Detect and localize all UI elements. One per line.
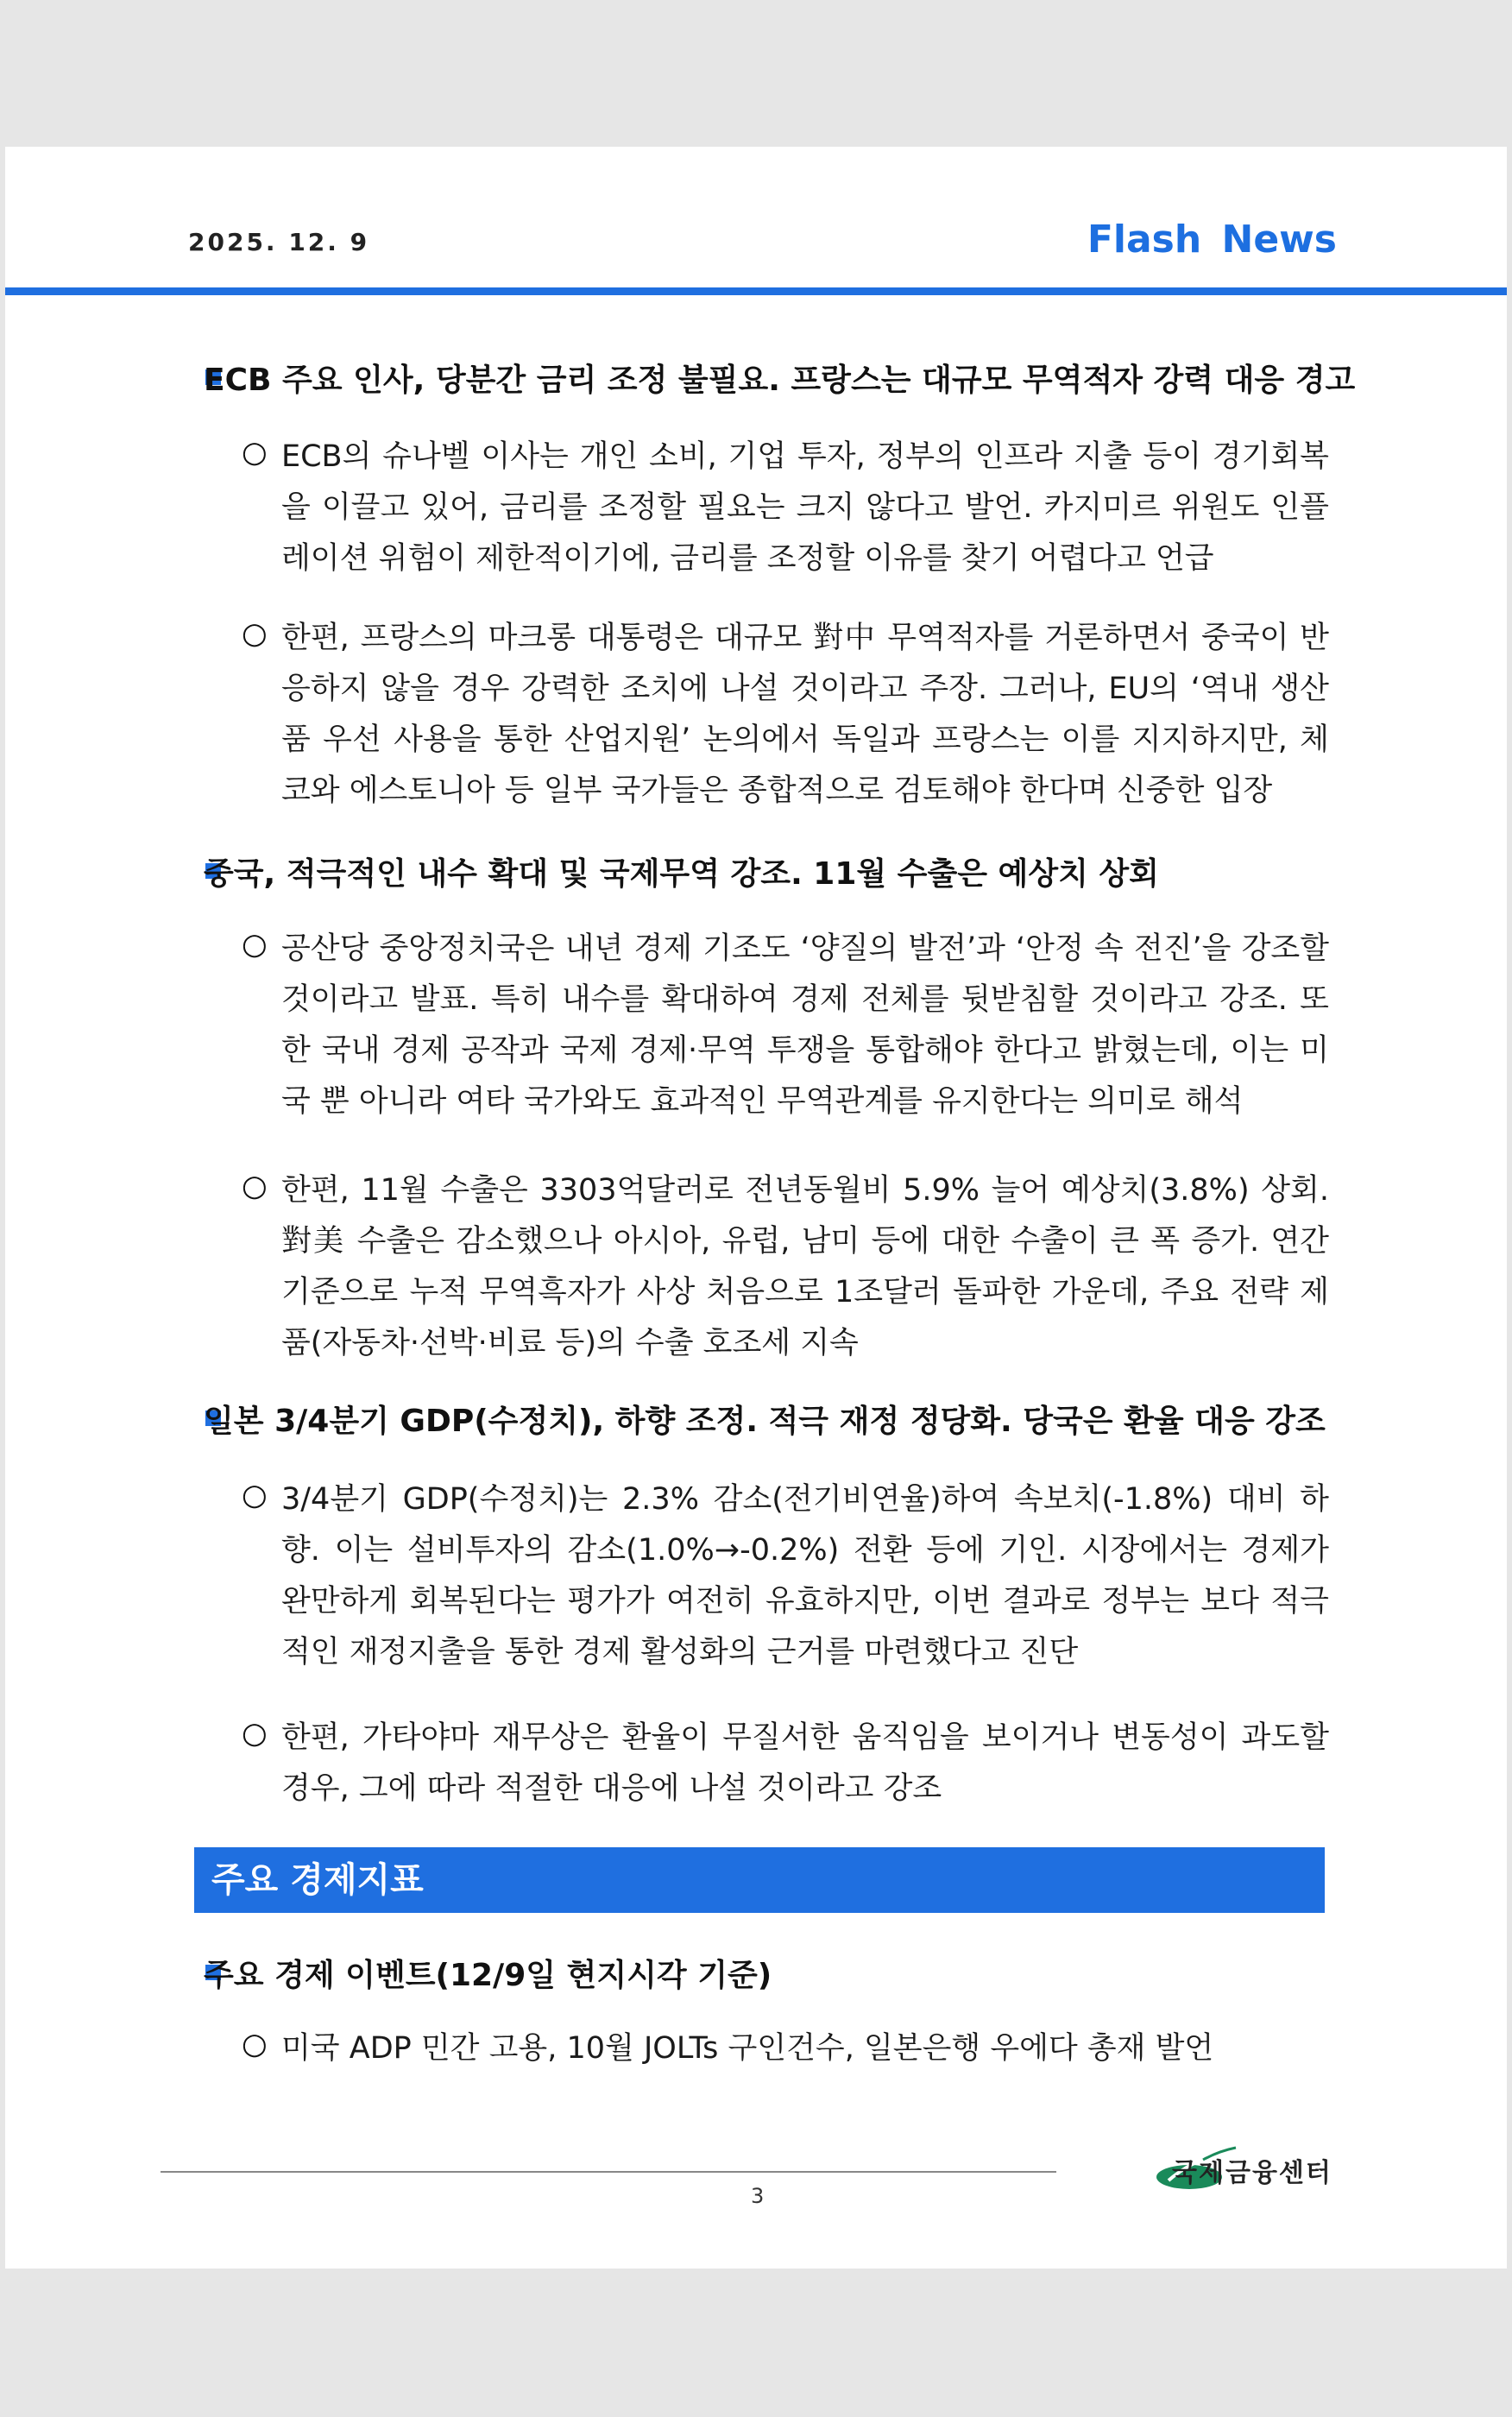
circle-bullet-icon: ○	[242, 1478, 268, 1512]
report-date: 2025. 12. 9	[188, 228, 370, 256]
bullet-china-1: 공산당 중앙정치국은 내년 경제 기조도 ‘양질의 발전’과 ‘안정 속 전진’을 강조할 것이라고 발표. 특히 내수를 확대하여 경제 전체를 뒷받침할 것이라고 강조. 또한 국내 경제 공작과 국제 경제·무역 투쟁을 통합해야 한다고 밝혔는데, 이는 미국 뿐 아니라 여타 국가와도 효과적인 무역관계를 유지한다는 의미로 해석	[281, 931, 1329, 1119]
event-item: 미국 ADP 민간 고용, 10월 JOLTs 구인건수, 일본은행 우에다 총재 발언	[281, 2031, 1214, 2066]
circle-bullet-icon: ○	[242, 927, 268, 962]
header-rule	[5, 287, 1507, 295]
section-heading-ecb: ECB 주요 인사, 당분간 금리 조정 불필요. 프랑스는 대규모 무역적자 강력 대응 경고	[204, 363, 1356, 398]
bullet-ecb-1: ECB의 슈나벨 이사는 개인 소비, 기업 투자, 정부의 인프라 지출 등이 경기회복을 이끌고 있어, 금리를 조정할 필요는 크지 않다고 발언. 카지미르 위원도 인플레이션 위험이 제한적이기에, 금리를 조정할 이유를 찾기 어렵다고 언급	[281, 439, 1329, 576]
circle-bullet-icon: ○	[242, 435, 268, 470]
page-number: 3	[751, 2184, 765, 2208]
circle-bullet-icon: ○	[242, 1716, 268, 1751]
bullet-japan-1: 3/4분기 GDP(수정치)는 2.3% 감소(전기비연율)하여 속보치(-1.8%) 대비 하향. 이는 설비투자의 감소(1.0%→-0.2%) 전환 등에 기인. 시장에서는 경제가 완만하게 회복된다는 평가가 여전히 유효하지만, 이번 결과로 정부는 보다 적극적인 재정지출을 통한 경제 활성화의 근거를 마련했다고 진단	[281, 1482, 1329, 1669]
circle-bullet-icon: ○	[242, 616, 268, 651]
footer-logo-text: 국제금융센터	[1172, 2158, 1332, 2188]
bullet-china-2: 한편, 11월 수출은 3303억달러로 전년동월비 5.9% 늘어 예상치(3.8%) 상회. 對美 수출은 감소했으나 아시아, 유럽, 남미 등에 대한 수출이 큰 폭 증가. 연간 기준으로 누적 무역흑자가 사상 처음으로 1조달러 돌파한 가운데, 주요 전략 제품(자동차·선박·비료 등)의 수출 호조세 지속	[281, 1173, 1329, 1360]
section-heading-china: 중국, 적극적인 내수 확대 및 국제무역 강조. 11월 수출은 예상치 상회	[204, 856, 1159, 892]
circle-bullet-icon: ○	[242, 2027, 268, 2061]
section-heading-japan: 일본 3/4분기 GDP(수정치), 하향 조정. 적극 재정 정당화. 당국은 환율 대응 강조	[204, 1404, 1326, 1439]
events-heading: 주요 경제 이벤트(12/9일 현지시각 기준)	[204, 1958, 772, 1993]
bullet-ecb-2: 한편, 프랑스의 마크롱 대통령은 대규모 對中 무역적자를 거론하면서 중국이 반응하지 않을 경우 강력한 조치에 나설 것이라고 주장. 그러나, EU의 ‘역내 생산품 우선 사용을 통한 산업지원’ 논의에서 독일과 프랑스는 이를 지지하지만, 체코와 에스토니아 등 일부 국가들은 종합적으로 검토해야 한다며 신중한 입장	[281, 621, 1329, 808]
bullet-japan-2: 한편, 가타야마 재무상은 환율이 무질서한 움직임을 보이거나 변동성이 과도할 경우, 그에 따라 적절한 대응에 나설 것이라고 강조	[281, 1720, 1329, 1806]
circle-bullet-icon: ○	[242, 1169, 268, 1203]
indicators-section-bar: 주요 경제지표	[194, 1847, 1325, 1913]
report-title: Flash News	[1087, 218, 1337, 262]
footer-rule	[161, 2171, 1056, 2173]
